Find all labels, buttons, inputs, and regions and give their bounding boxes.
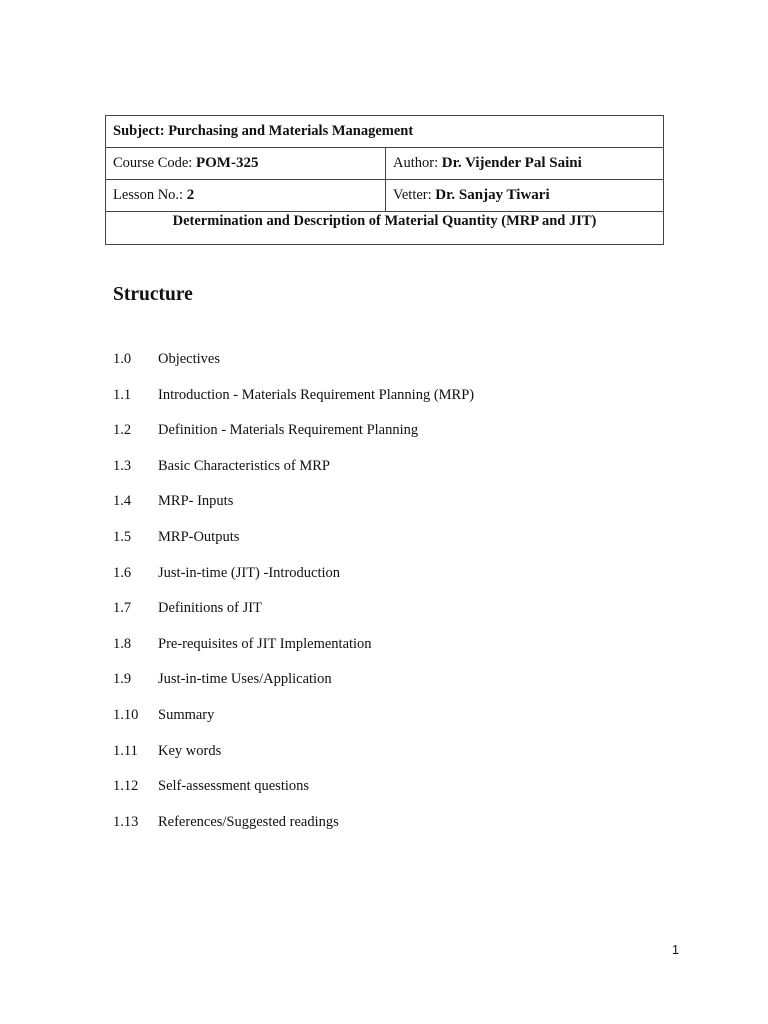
- section-number: 1.11: [113, 742, 138, 759]
- structure-list: [113, 351, 474, 849]
- section-title: MRP- Inputs: [158, 493, 234, 510]
- section-title: Introduction - Materials Requirement Planning (MRP): [158, 386, 475, 403]
- lesson-vetter-row: [106, 180, 664, 212]
- section-title: Just-in-time Uses/Application: [158, 671, 332, 688]
- vetter-value: Dr. Sanjay Tiwari: [435, 187, 550, 203]
- section-number: 1.6: [113, 564, 132, 581]
- section-number: 1.13: [113, 813, 139, 830]
- course-code-cell: [106, 148, 386, 180]
- lesson-title-row: [106, 212, 664, 245]
- structure-list-item: [113, 422, 474, 458]
- section-number: 1.0: [113, 351, 132, 367]
- structure-list-item: [113, 458, 474, 494]
- section-number: 1.5: [113, 528, 132, 545]
- subject-label: Subject:: [113, 123, 165, 139]
- section-number: 1.3: [113, 457, 132, 474]
- section-title: Self-assessment questions: [158, 778, 310, 795]
- course-code-value: POM-325: [195, 155, 259, 171]
- vetter-label: Vetter:: [393, 187, 432, 203]
- section-number: 1.10: [113, 706, 139, 723]
- course-code-label: Course Code:: [113, 155, 193, 171]
- course-author-row: [106, 148, 664, 180]
- page-number: 1: [672, 943, 679, 957]
- section-number: 1.12: [113, 778, 139, 795]
- section-number: 1.8: [113, 635, 132, 652]
- section-number: 1.4: [113, 493, 132, 510]
- section-title: Objectives: [158, 351, 221, 367]
- author-value: Dr. Vijender Pal Saini: [441, 155, 582, 171]
- structure-list-item: [113, 493, 474, 529]
- structure-list-item: [113, 636, 474, 672]
- structure-list-item: [113, 387, 474, 423]
- structure-heading: Structure: [113, 284, 193, 305]
- structure-list-item: [113, 565, 474, 601]
- vetter-cell: [386, 180, 664, 212]
- subject-cell: [106, 116, 664, 148]
- section-title: Basic Characteristics of MRP: [158, 457, 330, 474]
- structure-list-item: [113, 814, 474, 850]
- section-title: Definition - Materials Requirement Planning: [158, 422, 419, 439]
- structure-list-item: [113, 671, 474, 707]
- section-title: Summary: [158, 706, 215, 723]
- subject-row: [106, 116, 664, 148]
- section-title: Just-in-time (JIT) -Introduction: [158, 564, 341, 581]
- lesson-number-value: 2: [186, 187, 195, 203]
- section-number: 1.1: [113, 386, 132, 403]
- structure-list-item: [113, 778, 474, 814]
- structure-list-item: [113, 529, 474, 565]
- section-title: Definitions of JIT: [158, 600, 262, 617]
- course-info-table: [105, 115, 664, 245]
- structure-list-item: [113, 743, 474, 779]
- section-title: Pre-requisites of JIT Implementation: [158, 635, 372, 652]
- subject-value: Purchasing and Materials Management: [168, 123, 414, 139]
- structure-list-item: [113, 600, 474, 636]
- section-number: 1.7: [113, 600, 132, 617]
- lesson-number-label: Lesson No.:: [113, 187, 184, 203]
- structure-list-item: [113, 351, 474, 387]
- author-cell: [386, 148, 664, 180]
- section-number: 1.9: [113, 671, 132, 688]
- author-label: Author:: [393, 155, 439, 171]
- section-title: References/Suggested readings: [158, 813, 339, 830]
- lesson-number-cell: [106, 180, 386, 212]
- structure-list-item: [113, 707, 474, 743]
- lesson-title: Determination and Description of Material Quantity (MRP and JIT): [106, 212, 664, 245]
- section-number: 1.2: [113, 422, 132, 439]
- section-title: MRP-Outputs: [158, 528, 240, 545]
- section-title: Key words: [158, 742, 222, 759]
